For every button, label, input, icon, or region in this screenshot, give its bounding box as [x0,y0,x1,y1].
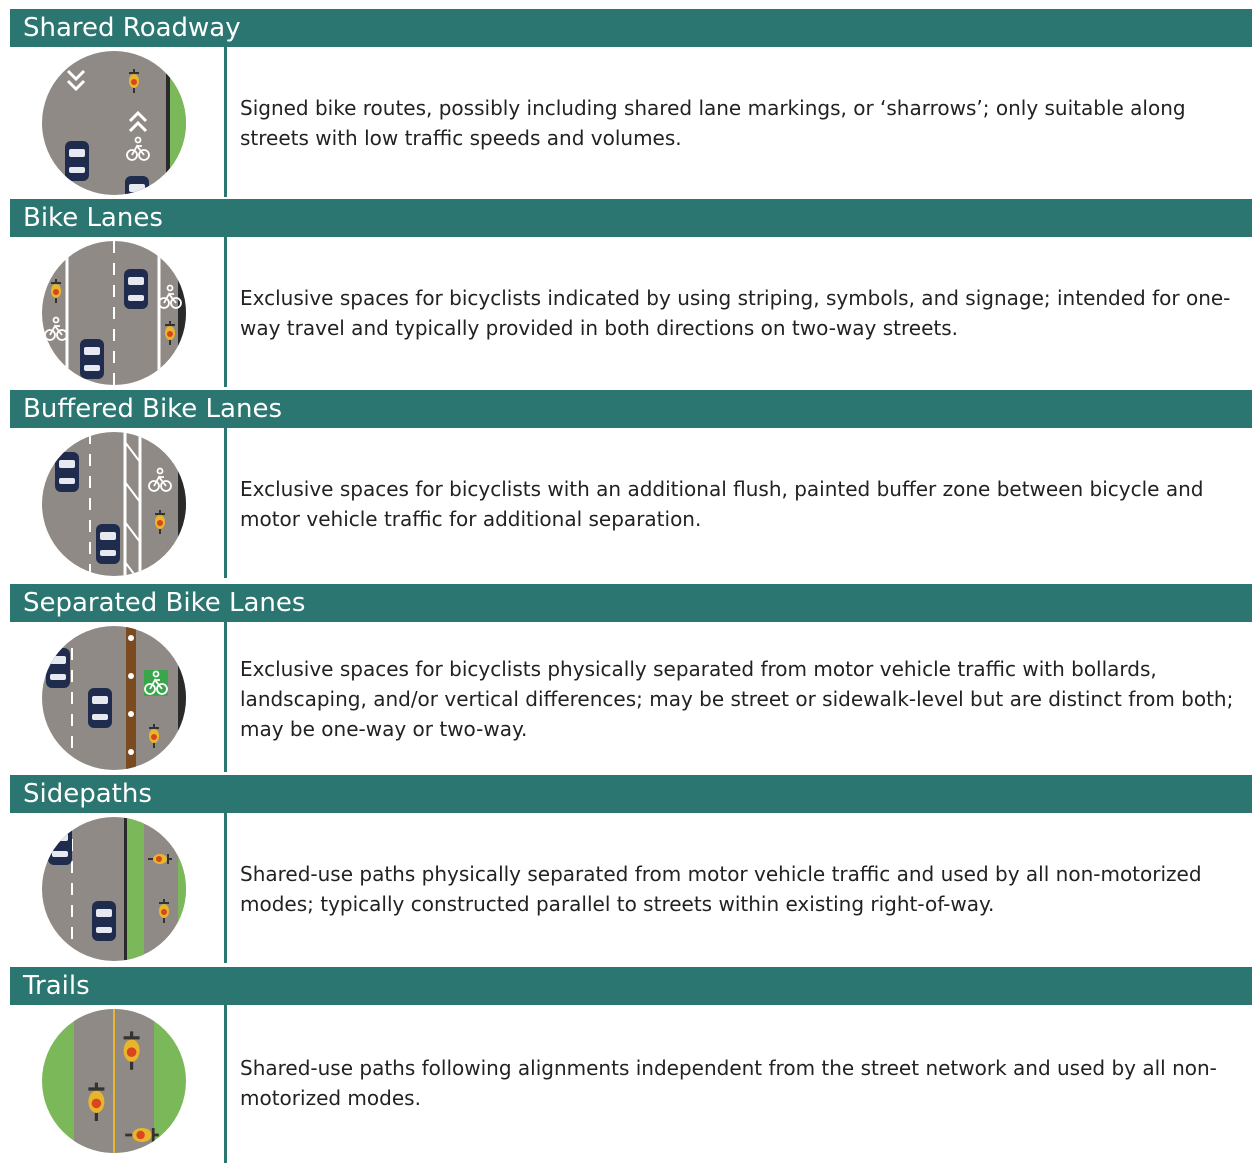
divider [224,813,227,963]
shared-roadway-icon [42,51,186,195]
section-title: Sidepaths [10,775,1252,813]
section-buffered-bike-lanes [10,390,1252,578]
section-description: Exclusive spaces for bicyclists physically separated from motor vehicle traffic with bollards, landscaping, and/or vertical differences; may be street or sidewalk-level but are distinct from both; may be one-way or two-way. [240,657,1234,741]
section-title: Separated Bike Lanes [10,584,1252,622]
divider [224,1005,227,1163]
section-description: Shared-use paths following alignments independent from the street network and used by all non-motorized modes. [240,1056,1217,1110]
bike-lanes-icon [42,241,186,385]
section-sidepaths [10,775,1252,963]
buffered-bike-lanes-icon [42,432,186,576]
section-title: Buffered Bike Lanes [10,390,1252,428]
trails-icon [42,1009,186,1153]
section-title: Bike Lanes [10,199,1252,237]
divider [224,622,227,772]
section-shared-roadway [10,9,1252,197]
section-separated-bike-lanes [10,584,1252,772]
section-description: Exclusive spaces for bicyclists indicated by using striping, symbols, and signage; intended for one-way travel and typically provided in both directions on two-way streets. [240,286,1231,340]
divider [224,47,227,197]
divider [224,428,227,578]
section-description: Exclusive spaces for bicyclists with an additional flush, painted buffer zone between bicycle and motor vehicle traffic for additional separation. [240,477,1204,531]
sidepaths-icon [42,817,186,961]
section-bike-lanes [10,199,1252,387]
section-title: Shared Roadway [10,9,1252,47]
section-trails [10,967,1252,1163]
section-title: Trails [10,967,1252,1005]
divider [224,237,227,387]
section-description: Shared-use paths physically separated from motor vehicle traffic and used by all non-motorized modes; typically constructed parallel to streets within existing right-of-way. [240,862,1202,916]
section-description: Signed bike routes, possibly including shared lane markings, or ‘sharrows’; only suitable along streets with low traffic speeds and volumes. [240,96,1186,150]
separated-bike-lanes-icon [42,626,186,770]
